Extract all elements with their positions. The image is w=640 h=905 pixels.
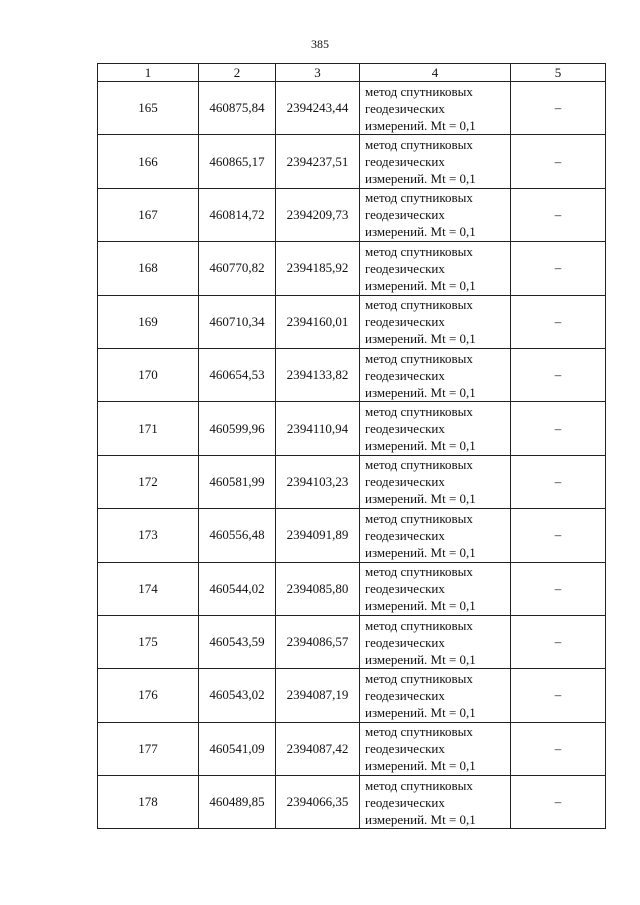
method-cell: [360, 776, 511, 829]
method-line: измерений. Mt = 0,1: [365, 651, 476, 667]
method-line: измерений. Mt = 0,1: [365, 171, 476, 187]
table-row: [98, 722, 606, 775]
point-number-cell: 166: [98, 135, 199, 188]
method-cell: [360, 135, 511, 188]
y-coordinate-cell: 2394110,94: [276, 402, 360, 455]
note-cell: –: [511, 562, 606, 615]
x-coordinate-cell: 460541,09: [199, 722, 276, 775]
point-number-cell: 169: [98, 295, 199, 348]
method-line: метод спутниковых: [365, 350, 473, 366]
header-col-5: 5: [511, 64, 606, 82]
x-coordinate-cell: 460543,02: [199, 669, 276, 722]
note-cell: –: [511, 615, 606, 668]
note-cell: –: [511, 135, 606, 188]
table-row: [98, 135, 606, 188]
note-cell: –: [511, 722, 606, 775]
method-line: измерений. Mt = 0,1: [365, 491, 476, 507]
point-number-cell: 168: [98, 242, 199, 295]
y-coordinate-cell: 2394237,51: [276, 135, 360, 188]
y-coordinate-cell: 2394160,01: [276, 295, 360, 348]
method-line: измерений. Mt = 0,1: [365, 758, 476, 774]
y-coordinate-cell: 2394133,82: [276, 348, 360, 401]
table-row: [98, 295, 606, 348]
method-cell: [360, 82, 511, 135]
method-line: геодезических: [365, 367, 445, 383]
method-line: геодезических: [365, 741, 445, 757]
x-coordinate-cell: 460599,96: [199, 402, 276, 455]
method-line: геодезических: [365, 581, 445, 597]
header-row: [98, 64, 606, 82]
y-coordinate-cell: 2394086,57: [276, 615, 360, 668]
method-line: геодезических: [365, 474, 445, 490]
method-cell: [360, 455, 511, 508]
table-row: [98, 615, 606, 668]
page-number: 385: [311, 37, 329, 51]
method-line: геодезических: [365, 794, 445, 810]
method-line: метод спутниковых: [365, 777, 473, 793]
x-coordinate-cell: 460865,17: [199, 135, 276, 188]
table-body: [98, 82, 606, 829]
note-cell: –: [511, 669, 606, 722]
x-coordinate-cell: 460556,48: [199, 509, 276, 562]
header-col-3: 3: [276, 64, 360, 82]
method-line: измерений. Mt = 0,1: [365, 384, 476, 400]
point-number-cell: 176: [98, 669, 199, 722]
x-coordinate-cell: 460710,34: [199, 295, 276, 348]
method-line: измерений. Mt = 0,1: [365, 438, 476, 454]
point-number-cell: 177: [98, 722, 199, 775]
y-coordinate-cell: 2394085,80: [276, 562, 360, 615]
table-row: [98, 669, 606, 722]
note-cell: –: [511, 82, 606, 135]
y-coordinate-cell: 2394091,89: [276, 509, 360, 562]
method-line: измерений. Mt = 0,1: [365, 704, 476, 720]
method-line: метод спутниковых: [365, 510, 473, 526]
x-coordinate-cell: 460814,72: [199, 188, 276, 241]
x-coordinate-cell: 460654,53: [199, 348, 276, 401]
note-cell: –: [511, 402, 606, 455]
header-col-1: 1: [98, 64, 199, 82]
note-cell: –: [511, 509, 606, 562]
method-line: геодезических: [365, 634, 445, 650]
note-cell: –: [511, 242, 606, 295]
method-cell: [360, 188, 511, 241]
x-coordinate-cell: 460489,85: [199, 776, 276, 829]
table-row: [98, 402, 606, 455]
y-coordinate-cell: 2394103,23: [276, 455, 360, 508]
method-line: метод спутниковых: [365, 724, 473, 740]
point-number-cell: 170: [98, 348, 199, 401]
method-line: геодезических: [365, 421, 445, 437]
method-line: геодезических: [365, 100, 445, 116]
method-line: метод спутниковых: [365, 243, 473, 259]
note-cell: –: [511, 776, 606, 829]
y-coordinate-cell: 2394087,19: [276, 669, 360, 722]
y-coordinate-cell: 2394087,42: [276, 722, 360, 775]
point-number-cell: 173: [98, 509, 199, 562]
y-coordinate-cell: 2394209,73: [276, 188, 360, 241]
method-line: измерений. Mt = 0,1: [365, 117, 476, 133]
method-cell: [360, 509, 511, 562]
header-col-2: 2: [199, 64, 276, 82]
point-number-cell: 172: [98, 455, 199, 508]
method-cell: [360, 669, 511, 722]
x-coordinate-cell: 460544,02: [199, 562, 276, 615]
note-cell: –: [511, 455, 606, 508]
header-col-4: 4: [360, 64, 511, 82]
method-line: измерений. Mt = 0,1: [365, 224, 476, 240]
table-row: [98, 509, 606, 562]
table-row: [98, 242, 606, 295]
point-number-cell: 174: [98, 562, 199, 615]
method-line: измерений. Mt = 0,1: [365, 811, 476, 827]
method-line: геодезических: [365, 154, 445, 170]
note-cell: –: [511, 295, 606, 348]
method-line: геодезических: [365, 687, 445, 703]
method-line: метод спутниковых: [365, 564, 473, 580]
y-coordinate-cell: 2394066,35: [276, 776, 360, 829]
method-cell: [360, 242, 511, 295]
method-line: геодезических: [365, 260, 445, 276]
method-line: метод спутниковых: [365, 190, 473, 206]
table-row: [98, 562, 606, 615]
method-line: измерений. Mt = 0,1: [365, 277, 476, 293]
point-number-cell: 167: [98, 188, 199, 241]
point-number-cell: 178: [98, 776, 199, 829]
method-line: метод спутниковых: [365, 137, 473, 153]
method-cell: [360, 295, 511, 348]
point-number-cell: 175: [98, 615, 199, 668]
table-row: [98, 348, 606, 401]
table-row: [98, 82, 606, 135]
x-coordinate-cell: 460875,84: [199, 82, 276, 135]
method-line: метод спутниковых: [365, 457, 473, 473]
method-line: метод спутниковых: [365, 670, 473, 686]
table-row: [98, 188, 606, 241]
method-line: геодезических: [365, 527, 445, 543]
table-row: [98, 776, 606, 829]
method-line: измерений. Mt = 0,1: [365, 598, 476, 614]
method-line: метод спутниковых: [365, 83, 473, 99]
note-cell: –: [511, 348, 606, 401]
coordinates-table: [97, 63, 606, 829]
method-line: геодезических: [365, 314, 445, 330]
y-coordinate-cell: 2394185,92: [276, 242, 360, 295]
method-cell: [360, 348, 511, 401]
table-row: [98, 455, 606, 508]
method-line: метод спутниковых: [365, 404, 473, 420]
point-number-cell: 165: [98, 82, 199, 135]
method-cell: [360, 615, 511, 668]
method-cell: [360, 722, 511, 775]
method-line: метод спутниковых: [365, 617, 473, 633]
method-cell: [360, 402, 511, 455]
method-line: измерений. Mt = 0,1: [365, 544, 476, 560]
method-line: измерений. Mt = 0,1: [365, 331, 476, 347]
method-line: геодезических: [365, 207, 445, 223]
y-coordinate-cell: 2394243,44: [276, 82, 360, 135]
method-line: метод спутниковых: [365, 297, 473, 313]
x-coordinate-cell: 460770,82: [199, 242, 276, 295]
x-coordinate-cell: 460581,99: [199, 455, 276, 508]
x-coordinate-cell: 460543,59: [199, 615, 276, 668]
point-number-cell: 171: [98, 402, 199, 455]
method-cell: [360, 562, 511, 615]
note-cell: –: [511, 188, 606, 241]
